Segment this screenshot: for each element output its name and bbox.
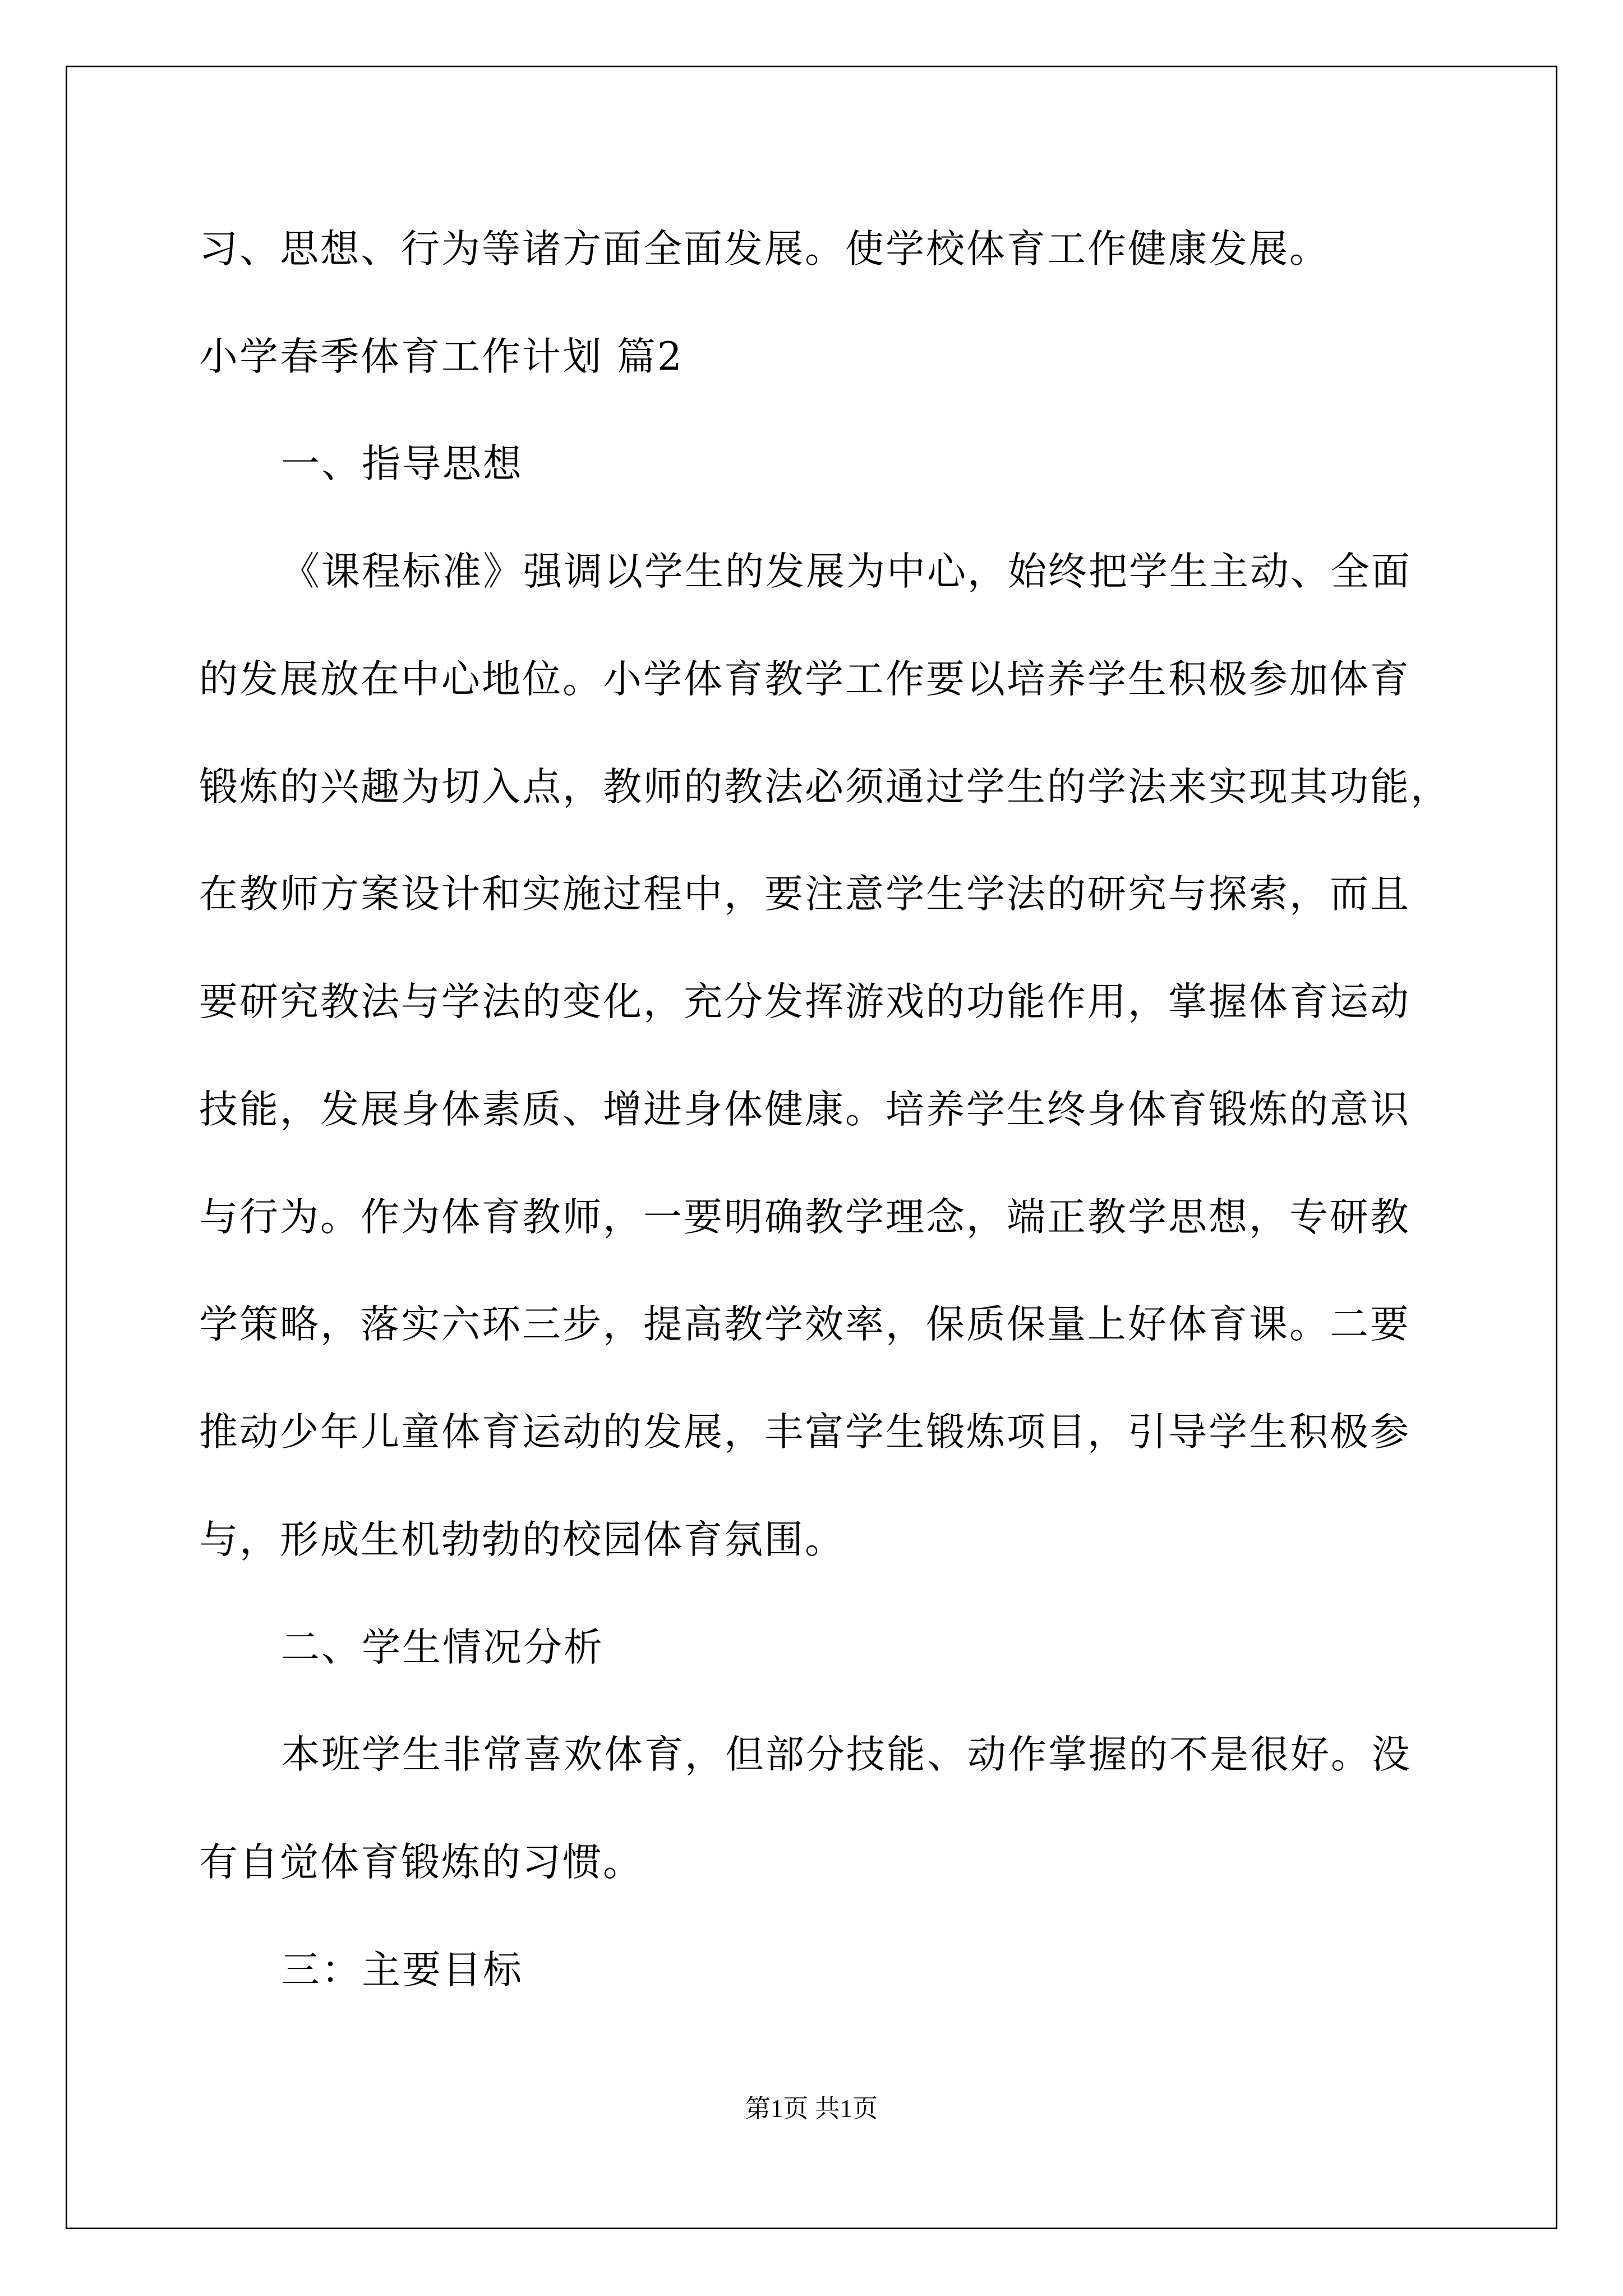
heading-main-goals: 三：主要目标 (281, 1948, 523, 1993)
paragraph-line: 学策略，落实六环三步，提高教学效率，保质保量上好体育课。二要 (199, 1302, 1410, 1347)
paragraph-line: 要研究教法与学法的变化，充分发挥游戏的功能作用，掌握体育运动 (199, 979, 1410, 1024)
page-border (66, 66, 1557, 2229)
paragraph-line: 在教师方案设计和实施过程中，要注意学生学法的研究与探索，而且 (199, 872, 1410, 917)
paragraph-line: 的发展放在中心地位。小学体育教学工作要以培养学生积极参加体育 (199, 657, 1410, 702)
heading-student-analysis: 二、学生情况分析 (281, 1625, 604, 1670)
paragraph-line: 技能，发展身体素质、增进身体健康。培养学生终身体育锻炼的意识 (199, 1087, 1410, 1132)
section-title: 小学春季体育工作计划 篇2 (199, 334, 684, 379)
heading-guiding-ideology: 一、指导思想 (281, 441, 523, 486)
paragraph-line: 有自觉体育锻炼的习惯。 (199, 1840, 643, 1885)
paragraph-line: 与，形成生机勃勃的校园体育氛围。 (199, 1517, 845, 1562)
paragraph-line: 与行为。作为体育教师，一要明确教学理念，端正教学思想，专研教 (199, 1195, 1410, 1240)
paragraph-line: 习、思想、行为等诸方面全面发展。使学校体育工作健康发展。 (199, 227, 1330, 272)
paragraph-line: 锻炼的兴趣为切入点，教师的教法必须通过学生的学法来实现其功能， (199, 765, 1451, 809)
paragraph-line: 《课程标准》强调以学生的发展为中心，始终把学生主动、全面 (281, 549, 1412, 594)
paragraph-line: 本班学生非常喜欢体育，但部分技能、动作掌握的不是很好。没 (281, 1732, 1412, 1777)
page-footer: 第1页 共1页 (745, 2095, 878, 2123)
paragraph-line: 推动少年儿童体育运动的发展，丰富学生锻炼项目，引导学生积极参 (199, 1410, 1410, 1455)
